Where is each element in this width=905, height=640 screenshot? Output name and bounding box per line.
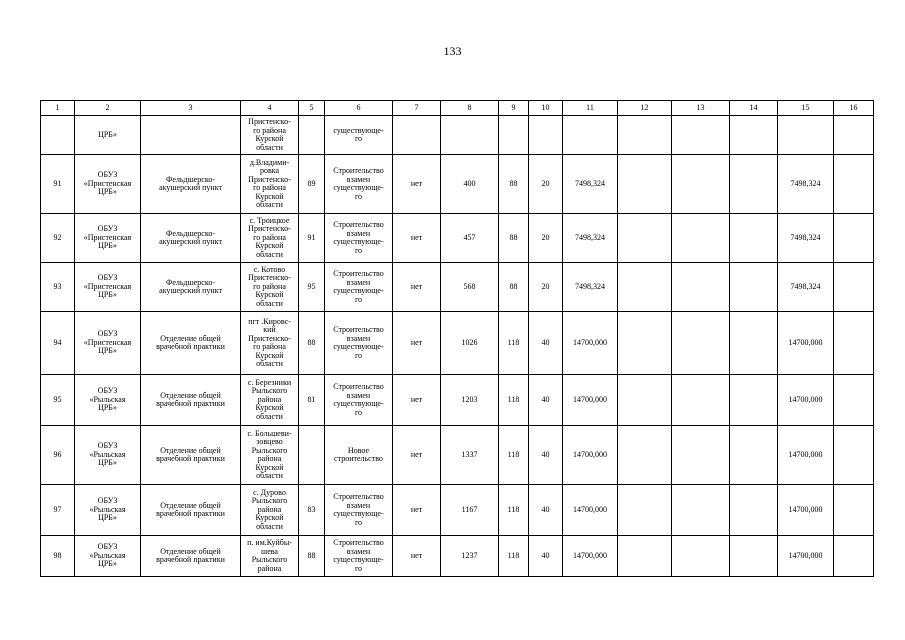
table-cell bbox=[672, 536, 730, 577]
table-cell: 91 bbox=[299, 214, 325, 263]
table-row bbox=[41, 155, 874, 214]
table-cell bbox=[299, 426, 325, 485]
table-cell: ОБУЗ «Рыльская ЦРБ» bbox=[75, 485, 141, 536]
table-cell bbox=[834, 485, 874, 536]
table-cell: 20 bbox=[529, 155, 563, 214]
table-row bbox=[41, 536, 874, 577]
table-cell: 14700,000 bbox=[778, 375, 834, 426]
table-cell: с. Березники Рыльского района Курской области bbox=[241, 375, 299, 426]
table-cell: Фельдшерско- акушерский пункт bbox=[141, 214, 241, 263]
table-cell: 7498,324 bbox=[778, 155, 834, 214]
table-cell bbox=[834, 312, 874, 375]
table-cell bbox=[672, 485, 730, 536]
table-cell: 568 bbox=[441, 263, 499, 312]
column-header: 16 bbox=[834, 101, 874, 116]
table-cell: Строительство взамен существующе- го bbox=[325, 155, 393, 214]
table-cell: 1337 bbox=[441, 426, 499, 485]
table-cell bbox=[41, 116, 75, 155]
table-row bbox=[41, 116, 874, 155]
table-cell: Фельдшерско- акушерский пункт bbox=[141, 155, 241, 214]
table-cell bbox=[778, 116, 834, 155]
column-header: 5 bbox=[299, 101, 325, 116]
table-cell: Отделение общей врачебной практики bbox=[141, 312, 241, 375]
table-cell: 14700,000 bbox=[563, 536, 618, 577]
column-header: 9 bbox=[499, 101, 529, 116]
table-cell: Отделение общей врачебной практики bbox=[141, 426, 241, 485]
table-cell: 81 bbox=[299, 375, 325, 426]
table-cell: 89 bbox=[299, 155, 325, 214]
table-cell: 118 bbox=[499, 426, 529, 485]
table-cell: 118 bbox=[499, 485, 529, 536]
column-header: 4 bbox=[241, 101, 299, 116]
column-header: 11 bbox=[563, 101, 618, 116]
table-cell bbox=[299, 116, 325, 155]
table-cell: пгт .Кировс- кий Пристенско- го района Курской области bbox=[241, 312, 299, 375]
table-cell bbox=[730, 116, 778, 155]
table-cell bbox=[730, 375, 778, 426]
column-header: 8 bbox=[441, 101, 499, 116]
data-table bbox=[40, 100, 874, 577]
table-header-row bbox=[41, 101, 874, 116]
table-cell: 14700,000 bbox=[563, 312, 618, 375]
table-cell: 95 bbox=[299, 263, 325, 312]
table-cell: Строительство взамен существующе- го bbox=[325, 485, 393, 536]
table-cell: 457 bbox=[441, 214, 499, 263]
table-cell bbox=[672, 426, 730, 485]
table-cell: 88 bbox=[499, 214, 529, 263]
table-cell bbox=[834, 214, 874, 263]
table-cell: ОБУЗ «Рыльская ЦРБ» bbox=[75, 375, 141, 426]
table-cell: с. Большеви- зовцево Рыльского района Курской области bbox=[241, 426, 299, 485]
table-cell: 97 bbox=[41, 485, 75, 536]
table-cell bbox=[141, 116, 241, 155]
table-cell: нет bbox=[393, 375, 441, 426]
table-cell bbox=[618, 485, 672, 536]
column-header: 10 bbox=[529, 101, 563, 116]
table-cell: 1237 bbox=[441, 536, 499, 577]
table-cell: Строительство взамен существующе- го bbox=[325, 375, 393, 426]
table-cell bbox=[618, 116, 672, 155]
table-cell: нет bbox=[393, 155, 441, 214]
table-cell bbox=[730, 155, 778, 214]
table-cell: 118 bbox=[499, 312, 529, 375]
column-header: 7 bbox=[393, 101, 441, 116]
table-cell bbox=[730, 214, 778, 263]
table-cell: Отделение общей врачебной практики bbox=[141, 536, 241, 577]
table-cell: 7498,324 bbox=[563, 263, 618, 312]
table-cell: 95 bbox=[41, 375, 75, 426]
table-cell: 1167 bbox=[441, 485, 499, 536]
table-cell bbox=[499, 116, 529, 155]
table-cell bbox=[618, 375, 672, 426]
table-cell bbox=[730, 426, 778, 485]
table-cell: 40 bbox=[529, 536, 563, 577]
table-cell: 93 bbox=[41, 263, 75, 312]
table-cell: нет bbox=[393, 485, 441, 536]
table-cell: с. Котово Пристенско- го района Курской области bbox=[241, 263, 299, 312]
table-row bbox=[41, 312, 874, 375]
table-cell: 88 bbox=[499, 155, 529, 214]
table-cell: 94 bbox=[41, 312, 75, 375]
table-cell: 88 bbox=[299, 536, 325, 577]
table-row bbox=[41, 375, 874, 426]
table-cell: 14700,000 bbox=[778, 426, 834, 485]
table-cell bbox=[672, 214, 730, 263]
table-cell bbox=[834, 375, 874, 426]
table-cell: нет bbox=[393, 312, 441, 375]
table-cell: 20 bbox=[529, 214, 563, 263]
table-cell bbox=[834, 426, 874, 485]
page-number: 133 bbox=[443, 44, 462, 58]
table-cell: 7498,324 bbox=[778, 263, 834, 312]
table-cell: Новое строительство bbox=[325, 426, 393, 485]
table-cell: 14700,000 bbox=[778, 536, 834, 577]
table-row bbox=[41, 426, 874, 485]
table-cell bbox=[730, 312, 778, 375]
table-cell bbox=[618, 426, 672, 485]
column-header: 6 bbox=[325, 101, 393, 116]
table-cell: 1026 bbox=[441, 312, 499, 375]
table-cell bbox=[834, 536, 874, 577]
table-cell bbox=[529, 116, 563, 155]
table-cell: 14700,000 bbox=[778, 312, 834, 375]
table-cell: 1203 bbox=[441, 375, 499, 426]
table-cell: 40 bbox=[529, 312, 563, 375]
table-cell: 96 bbox=[41, 426, 75, 485]
table-cell bbox=[672, 155, 730, 214]
table-cell: 92 bbox=[41, 214, 75, 263]
table-cell: 14700,000 bbox=[563, 426, 618, 485]
table-cell bbox=[834, 155, 874, 214]
table-cell bbox=[618, 536, 672, 577]
table-cell bbox=[730, 536, 778, 577]
table-cell: Пристенско- го района Курской области bbox=[241, 116, 299, 155]
table-cell: Строительство взамен существующе- го bbox=[325, 214, 393, 263]
table-row bbox=[41, 485, 874, 536]
table-cell: 40 bbox=[529, 375, 563, 426]
table-cell bbox=[441, 116, 499, 155]
table-row bbox=[41, 263, 874, 312]
table-cell: п. им.Куйбы- шева Рыльского района bbox=[241, 536, 299, 577]
table-cell: 118 bbox=[499, 375, 529, 426]
table-cell: нет bbox=[393, 426, 441, 485]
table-cell bbox=[834, 116, 874, 155]
column-header: 15 bbox=[778, 101, 834, 116]
column-header: 12 bbox=[618, 101, 672, 116]
table-cell: 7498,324 bbox=[563, 155, 618, 214]
table-cell bbox=[618, 214, 672, 263]
table-cell: 88 bbox=[299, 312, 325, 375]
table-cell bbox=[834, 263, 874, 312]
table-row bbox=[41, 214, 874, 263]
column-header: 2 bbox=[75, 101, 141, 116]
column-header: 13 bbox=[672, 101, 730, 116]
table-cell bbox=[618, 312, 672, 375]
table-cell: ЦРБ» bbox=[75, 116, 141, 155]
table-cell bbox=[672, 263, 730, 312]
table-cell: ОБУЗ «Пристенская ЦРБ» bbox=[75, 155, 141, 214]
table-cell: Строительство взамен существующе- го bbox=[325, 536, 393, 577]
table-cell: 400 bbox=[441, 155, 499, 214]
table-cell: с. Троицкое Пристенско- го района Курской области bbox=[241, 214, 299, 263]
column-header: 14 bbox=[730, 101, 778, 116]
table-cell: Строительство взамен существующе- го bbox=[325, 263, 393, 312]
column-header: 1 bbox=[41, 101, 75, 116]
table-cell bbox=[730, 485, 778, 536]
table-cell: 14700,000 bbox=[563, 485, 618, 536]
table-cell bbox=[618, 263, 672, 312]
table-cell: 83 bbox=[299, 485, 325, 536]
table-cell bbox=[672, 375, 730, 426]
table-cell: ОБУЗ «Рыльская ЦРБ» bbox=[75, 536, 141, 577]
table-cell: 98 bbox=[41, 536, 75, 577]
table-cell: 40 bbox=[529, 485, 563, 536]
table-cell: 91 bbox=[41, 155, 75, 214]
table-cell: нет bbox=[393, 214, 441, 263]
table-cell: 40 bbox=[529, 426, 563, 485]
table-cell bbox=[672, 312, 730, 375]
table-cell bbox=[563, 116, 618, 155]
table-cell: 20 bbox=[529, 263, 563, 312]
table-cell: 7498,324 bbox=[778, 214, 834, 263]
table-cell: 14700,000 bbox=[778, 485, 834, 536]
table-cell: Фельдшерско- акушерский пункт bbox=[141, 263, 241, 312]
table-cell: Строительство взамен существующе- го bbox=[325, 312, 393, 375]
table-cell bbox=[618, 155, 672, 214]
table-cell: нет bbox=[393, 263, 441, 312]
table-cell bbox=[730, 263, 778, 312]
table-cell: ОБУЗ «Пристенская ЦРБ» bbox=[75, 312, 141, 375]
table-cell: ОБУЗ «Пристенская ЦРБ» bbox=[75, 214, 141, 263]
table-cell: Отделение общей врачебной практики bbox=[141, 375, 241, 426]
table-cell: ОБУЗ «Рыльская ЦРБ» bbox=[75, 426, 141, 485]
table-cell: Отделение общей врачебной практики bbox=[141, 485, 241, 536]
table-cell: существующе- го bbox=[325, 116, 393, 155]
table-cell: 14700,000 bbox=[563, 375, 618, 426]
table-cell: д.Владими- ровка Пристенско- го района Курской области bbox=[241, 155, 299, 214]
table-cell: нет bbox=[393, 536, 441, 577]
table-cell: 7498,324 bbox=[563, 214, 618, 263]
table-cell: 118 bbox=[499, 536, 529, 577]
column-header: 3 bbox=[141, 101, 241, 116]
table-cell: 88 bbox=[499, 263, 529, 312]
table-cell: с. Дурово Рыльского района Курской области bbox=[241, 485, 299, 536]
table-cell: ОБУЗ «Пристенская ЦРБ» bbox=[75, 263, 141, 312]
table-cell bbox=[393, 116, 441, 155]
table-cell bbox=[672, 116, 730, 155]
